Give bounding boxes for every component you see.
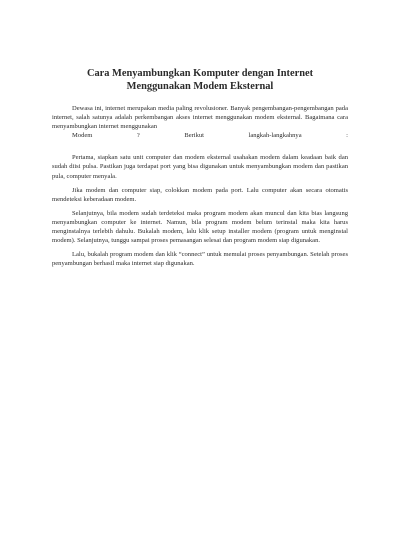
intro-word-question: ? bbox=[136, 132, 140, 140]
intro-word-modem: Modem bbox=[72, 132, 93, 140]
intro-word-colon: : bbox=[346, 132, 348, 140]
intro-spread-line bbox=[52, 131, 348, 140]
paragraph-step-3: Selanjutnya, bila modem sudah terdeteksi maka program modem akan muncul dan kita bias langsung menyambungkan computer ke internet. Namun, bila program modem belum terinstal maka kita harus menginstalnya terlebih dahulu. Bukalah modem, lalu klik setup installer modem (program untuk menginstal modem). Selanjutnya, tunggu sampai proses pemasangan selesai dan program modem siap digunakan. bbox=[52, 209, 348, 245]
intro-paragraph bbox=[52, 104, 348, 140]
paragraph-step-2: Jika modem dan computer siap, colokkan modem pada port. Lalu computer akan secara otomatis mendeteksi keberadaan modem. bbox=[52, 186, 348, 203]
document-title: Cara Menyambungkan Komputer dengan Internet Menggunakan Modem Eksternal bbox=[86, 68, 314, 92]
intro-word-berikut: Berikut bbox=[184, 132, 204, 140]
intro-text: Dewasa ini, internet merupakan media paling revolusioner. Banyak pengembangan-pengembangan pada internet, salah satunya adalah perkembangan akses internet menggunakan modem eksternal. Bagaimana cara menyambungkan internet menggunakan bbox=[52, 105, 348, 131]
paragraph-step-4: Lalu, bukalah program modem dan klik “connect” untuk memulai proses penyambungan. Setelah proses penyambungan berhasil maka internet siap digunakan. bbox=[52, 251, 348, 268]
intro-word-langkah: langkah-langkahnya bbox=[248, 132, 302, 140]
paragraph-step-1: Pertama, siapkan satu unit computer dan modem eksternal usahakan modem dalam keadaan baik dan sudah diisi pulsa. Pastikan juga terdapat port yang bisa digunakan untuk menyambungkan modem dan pastikan pula, computer menyala. bbox=[52, 154, 348, 180]
